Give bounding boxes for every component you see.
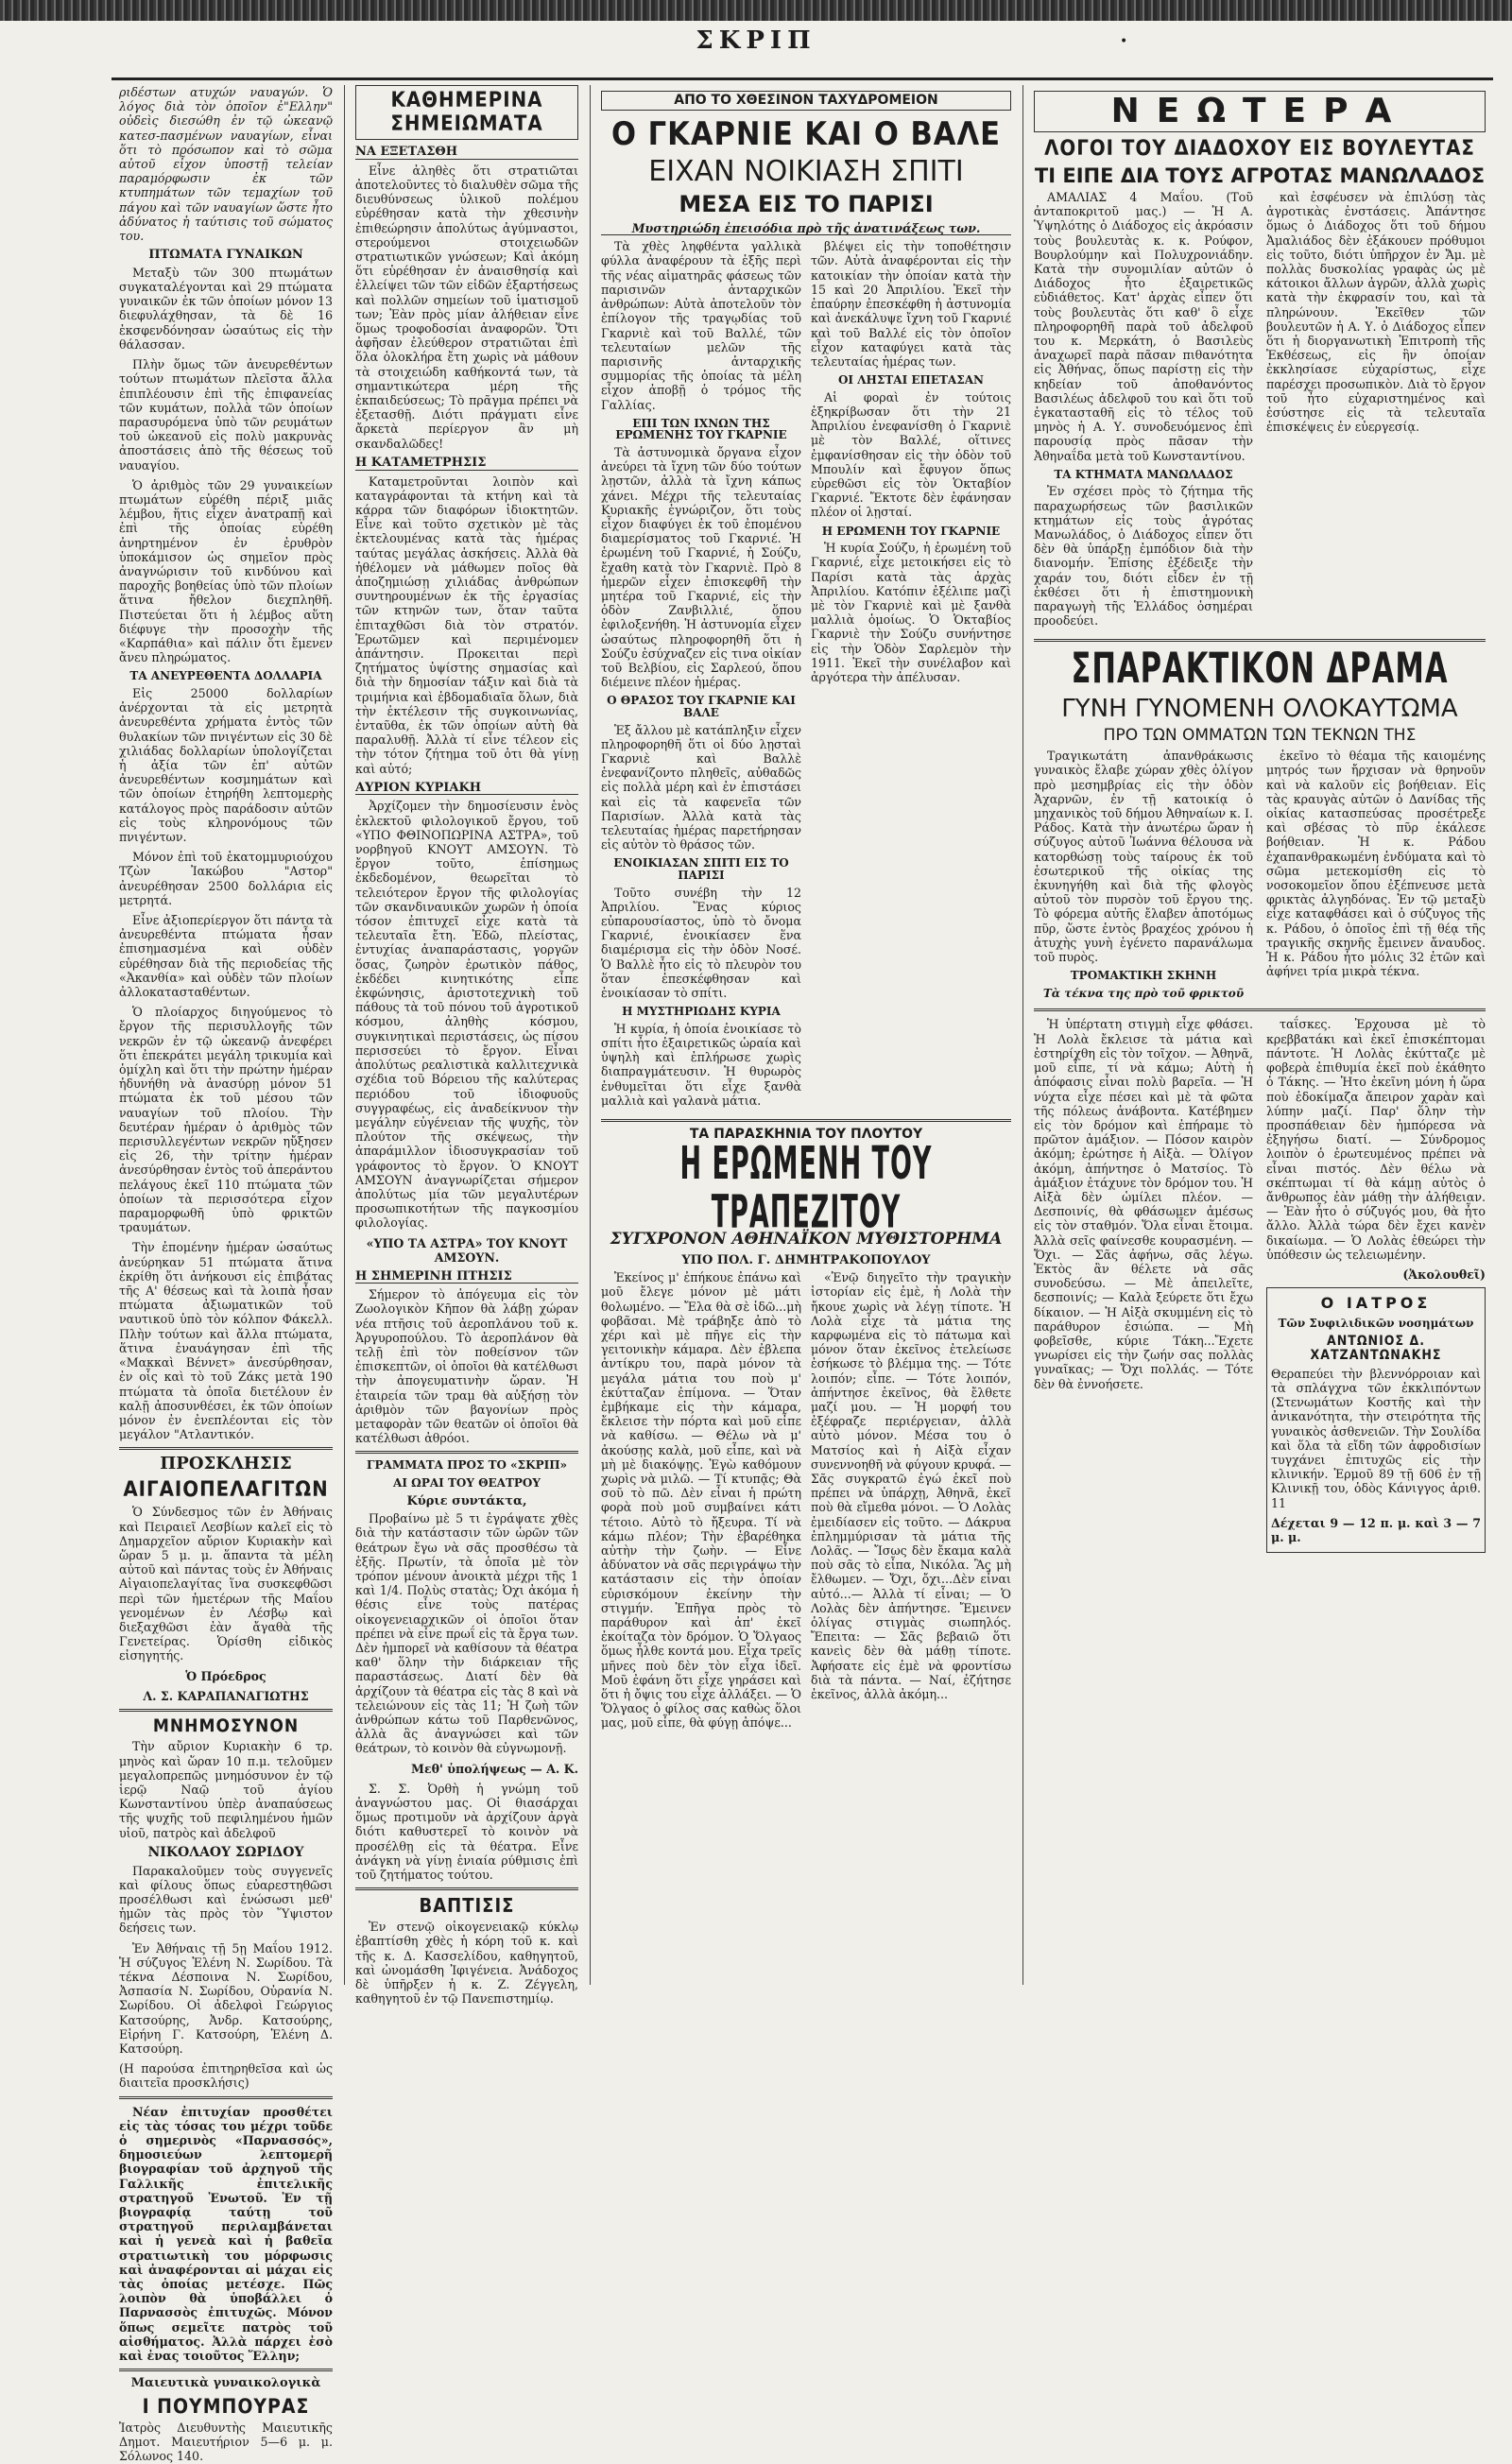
main-headline-2: ΕΙΧΑΝ ΝΟΙΚΙΑΣΗ ΣΠΙΤΙ	[648, 155, 964, 189]
headline: ΒΑΠΤΙΣΙΣ	[419, 1894, 515, 1918]
divider	[119, 1447, 333, 1450]
paragraph: Μεταξὺ τῶν 300 πτωμάτων συγκαταλέγονται καὶ 29 πτώματα γυναικῶν ἐκ τῶν ὁποίων μόνον 13 διεφυλάχθησαν, τὰ δὲ 16 ἐκσφενδόνησαν ὡσαύτως εἰς τὴν θάλασσαν.	[119, 265, 333, 352]
paragraph: Ἐν στενῷ οἰκογενειακῷ κύκλῳ ἐβαπτίσθη χθὲς ἡ κόρη τοῦ κ. καὶ τῆς κ. Δ. Κασσελίδου, καθηγητοῦ, καὶ ὠνομάσθη Ἰφιγένεια. Ἀνάδοχος δὲ ὑπῆρξεν ἡ κ. Ζ. Ζέγγελη, καθηγητοῦ ἐν τῷ Πανεπιστημίῳ.	[355, 1920, 578, 2007]
paragraph: ριδέστων ατυχών ναυαγών. Ὁ λόγος διὰ τὸν ὁποῖον ἐ"Ελλην" οὐδεὶς διεσώθη ἐν τῷ ὠκεανῷ κατεσ-πασμένων ναυαγίων, εἶναι ὅτι τὸ πρόσωπον καὶ τὸ σῶμα αὐτοῦ εἶχον ὑποστῇ τελείαν παραμόρφωσιν ἐκ τῶν κτυπημάτων τῶν τεμαχίων τοῦ πάγου καὶ τῶν ναυαγίων ὥστε ἦτο ἀδύνατος ἡ ταύτισις τοῦ σώματος του.	[119, 85, 333, 244]
paragraph: Μόνον ἐπὶ τοῦ ἑκατομμυριούχου Τζὼν Ἰακώβου "Αστορ" ἀνευρέθησαν 2500 δολλάρια εἰς μετρητά.	[119, 850, 333, 907]
subheading: ΑΥΡΙΟΝ ΚΥΡΙΑΚΗ	[355, 782, 578, 796]
signature: «ΥΠΟ ΤΑ ΑΣΤΡΑ» ΤΟΥ ΚΝΟΥΤ ΑΜΣΟΥΝ.	[366, 1235, 568, 1265]
paragraph: Τραγικωτάτη ἀπανθράκωσις γυναικὸς ἔλαβε χώραν χθὲς ὀλίγον πρὸ μεσημβρίας εἰς τὴν ὁδὸν Ἀχαρνῶν, ἐν τῇ κατοικίᾳ ὁ μηχανικὸς τοῦ δήμου Ἀθηναίων κ. Ι. Ράδος. Κατὰ τὴν ἀνωτέρω ὥραν ἡ σύζυγος αὐτοῦ Ἰωάννα θέλουσα νὰ κατορθώσῃ τοὺς ταίρους ἐκ τοῦ ἐσωτερικοῦ τῆς οἰκίας της ἐκυνηγήθη καὶ διὰ τῆς φλογὸς αὐτοῦ τὸν πυρσὸν τοῦ ἔργου της. Τὸ φόρεμα αὐτῆς ἔλαβεν ἀποτόμως πῦρ, ὥστε ἐντὸς βραχέος χρόνου ἡ ἀτυχὴς γυνὴ ἐγένετο παρανάλωμα τοῦ πυρὸς.	[1034, 749, 1253, 965]
subheading: ΓΡΑΜΜΑΤΑ ΠΡΟΣ ΤΟ «ΣΚΡΙΠ»	[366, 1458, 568, 1473]
divider	[601, 1119, 1011, 1122]
top-border-band	[0, 0, 1512, 21]
subheading: ΑΙ ΩΡΑΙ ΤΟΥ ΘΕΑΤΡΟΥ	[393, 1476, 541, 1490]
newspaper-masthead: ΣΚΡΙΠ	[696, 26, 816, 55]
paragraph: «Ἐνῷ διηγεῖτο τὴν τραγικὴν ἱστορίαν εἰς ἐμὲ, ἡ Λολὰ τὴν ἤκουε χωρὶς νὰ λέγῃ τίποτε. Ἡ Λολὰ εἶχε τὰ μάτια της καρφωμένα εἰς τὸ πάτωμα καὶ μόνον ὅταν ἐκεῖνος ἐτελείωσε ἐσήκωσε τὸ βλέμμα της. — Τότε λοιπόν; εἶπε. — Τότε λοιπόν, ἀπήντησε ἐκεῖνος, θὰ ἔλθετε μαζί μου. — Ἡ μορφή του ἐξέφραζε περιέργειαν, ἀλλὰ αὐτὸ μόνον. Μέσα του ὁ Ματσίος καὶ ἡ Αἰξὰ εἶχαν συνεννοηθῆ νὰ φύγουν κρυφά. — Σᾶς συγκρατῶ ἐγώ ἐκεῖ ποὺ πρέπει νὰ ὑπάρχῃ, Ἀθηνᾶ, ἐκεῖ ποὺ θὰ εἴμεθα μόνοι. — Ὁ Λολὰς ἐμειδίασεν εἰς τοῦτο. — Δάκρυα ἐπλημμύρισαν τὰ μάτια τῆς Λολᾶς. — Ἴσως δὲν ἔκαμα καλὰ ποὺ σᾶς τὸ εἶπα, Νικόλα. Ἂς μὴ ἔλθωμεν. — Ὄχι, ὄχι...Δὲν εἶναι αὐτό...— Ἀλλὰ τί εἶναι; — Ὁ Λολὰς δὲν ἀπήντησε. Ἔμεινεν ὀλίγας στιγμὰς σιωπηλός. Ἔπειτα: — Σᾶς βεβαιῶ ὅτι κανεὶς δὲν θὰ μάθῃ τίποτε. Ἀφήσατε εἰς ἐμὲ νὰ φροντίσω διὰ τὰ πάντα. — Ναί, ἐζήτησε ἐκεῖνος, ἀλλὰ ἀκόμη...	[811, 1270, 1011, 1702]
subheading: Η ΕΡΩΜΕΝΗ ΤΟΥ ΓΚΑΡΝΙΕ	[821, 524, 1001, 538]
ad-text: Θεραπεύει τὴν βλεννόρροιαν καὶ τὰ σπλάγχνα τῶν ἐκκλιπόντων (Στενωμάτων Κοστῆς καὶ τὴν ἀνικανότητα, τὴν στειρότητα τῆς γυναικὸς ἀσθενειῶν. Τὴν Σουλίδα καὶ ὅλα τὰ εἴδη τῶν ἀφροδισίων τυγχάνει ἐπιτυχῶς εἰς τὴν κλινικήν. Ἐρμοῦ 89 τῇ 606 ἐν τῇ Κλινικῇ του, ὁδὸς Κάνιγγος ἀριθ. 11	[1271, 1366, 1481, 1510]
article-columns	[1034, 749, 1486, 1003]
headline: ΜΝΗΜΟΣΥΝΟΝ	[152, 1714, 300, 1736]
column-2	[348, 85, 586, 2007]
paragraph: Ἐξ ἄλλου μὲ κατάπληξιν εἶχεν πληροφορηθῆ ὅτι οἱ δύο λῃσταὶ Γκαρνιὲ καὶ Βαλλὲ ἐνεφανίζοντο πληθεῖς, αὐθαδῶς εἰς πολλὰ μέρη καὶ ἐν ἐπιστάσει καὶ εἰς τὰ καφενεῖα τῶν Παρισίων. Ἀλλὰ κατὰ τὰς τελευταίας ἡμέρας παρετήρησαν εἰς αὐτὸν τὸ θράσος τῶν.	[601, 722, 801, 853]
paragraph: ΑΜΑΛΙΑΣ 4 Μαΐου. (Τοῦ ἀνταποκριτοῦ μας.) — Ἡ Α. Ὑψηλότης ὁ Διάδοχος εἰς ἀκρόασιν τοὺς βουλευτὰς κ. κ. Ρούφον, Βουρλούμην καὶ Πολυχρονιάδην. Κατὰ τὴν συνομιλίαν αὐτῶν ὁ Διάδοχος ἦτο ἐξαιρετικῶς εὐδιάθετος. Κατ' ἀρχὰς εἶπεν ὅτι τοὺς βουλευτὰς ὅτι καθ' ὃ εἶχε πληροφορηθῆ παρὰ τοῦ ἀδελφοῦ του κ. Μερκάτη, ὁ Βασιλεὺς ἀναχωρεῖ παρὰ πᾶσαν πιθανότητα εἰς Ἀθήνας, ὅπως παρίστῃ εἰς τὴν κηδείαν τοῦ ἀποθανόντος Βασιλέως ἀδελφοῦ του καὶ ὅτι τοῦ ἐγκατασταθῆ εἰς τὸ τέλος τοῦ μηνὸς ἡ Α. Υ. συνοδευόμενος ἐπὶ παρουσίᾳ πρὸς πᾶσαν τὴν Ἀθηναΐδα μετὰ τοῦ Κωνσταντίνου.	[1034, 189, 1253, 463]
ad-name: ΑΝΤΩΝΙΟΣ Δ. ΧΑΤΖΑΝΤΩΝΑΚΗΣ	[1310, 1334, 1442, 1364]
serial-subcolumn	[1034, 1017, 1253, 1553]
ad-heading: Μαιευτικὰ γυναικολογικὰ	[130, 2376, 321, 2391]
divider	[119, 2096, 333, 2099]
subheading: Η ΣΗΜΕΡΙΝΗ ΠΤΗΣΙΣ	[355, 1270, 578, 1284]
deceased-name: ΝΙΚΟΛΑΟΥ ΣΩΡΙΔΟΥ	[147, 1844, 304, 1860]
salutation: Κύριε συντάκτα,	[406, 1493, 527, 1508]
subheading: ΤΡΟΜΑΚΤΙΚΗ ΣΚΗΝΗ	[1070, 969, 1217, 983]
subheading: ΤΑ ΚΤΗΜΑΤΑ ΜΑΝΩΛΑΔΟΣ	[1054, 467, 1233, 481]
serial-subcolumn	[811, 1270, 1011, 1736]
column-divider	[1022, 85, 1023, 1985]
serial-subcolumn	[1266, 1017, 1486, 1553]
subheading: ΕΠΙ ΤΩΝ ΙΧΝΩΝ ΤΗΣ ΕΡΩΜΕΝΗΣ ΤΟΥ ΓΚΑΡΝΙΕ	[615, 416, 787, 442]
paragraph: Πλὴν ὅμως τῶν ἀνευρεθέντων τούτων πτωμάτων πλεῖστα ἄλλα ἐπιπλέουσιν ἐπὶ τῆς ἐπιφανείας τῶν κυμάτων, πολλὰ τῶν ὁποίων παρασυρόμενα ὑπὸ τῶν ρευμάτων τοῦ ὠκεανοῦ εἰς πολὺ μακρυνὰς ἀποστάσεις ἀπὸ τῆς θέσεως τοῦ ναυαγίου.	[119, 357, 333, 473]
subheading: Τὰ τέκνα της πρὸ τοῦ φρικτοῦ	[1042, 986, 1245, 1000]
ad-hours: Δέχεται 9 — 12 π. μ. καὶ 3 — 7 μ. μ.	[1271, 1515, 1481, 1544]
paragraph: Εἶνε ἀληθὲς ὅτι στρατιῶται ἀποτελοῦντες τὸ διαλυθὲν σῶμα τῆς διευθύνσεως ὑλικοῦ πολέμου εὑρέθησαν κατὰ τὴν χθεσινὴν ἐπιθεώρησιν ἀπολύτως ἀγύμναστοι, στερούμενοι στοιχειωδῶν στρατιωτικῶν γνώσεων; Καὶ ἀκόμη ὅτι εὑρέθησαν ἐν ἀναισθησίᾳ καὶ ἐλλείψει τῶν τῶν εἰδῶν ἐξαρτήσεως καὶ πολλῶν σημείων τοῦ ἱματισμοῦ των; Ἐὰν πρὸς μίαν ἀλήθειαν εἶνε ὅμως τροφοδοσίαι ἀναφορῶν. Ὅτι ἀφῆσαν ἐλεύθερον στρατιῶται ἐπὶ ὅλα ὁλοκλήρα ἔτη χωρὶς νὰ μάθουν τὰ στοιχειώδη καθήκοντά των, τὰ σημαντικώτερα μέρη τῆς ἐκπαιδεύσεως; Τὸ πρᾶγμα πρέπει νὰ ἐξετασθῇ. Διότι πράγματι εἶνε ἄρκετὰ περίεργον ἂν μὴ σκανδαλῶδες!	[355, 163, 578, 451]
paragraph: Καταμετροῦνται λοιπὸν καὶ καταγράφονται τὰ κτήνη καὶ τὰ κάρρα τῶν διαφόρων ἰδιοκτητῶν. Εἶνε καὶ τοῦτο σχετικὸν μὲ τὰς ἐκτελουμένας κατὰ τὰς ἡμέρας ταύτας μεγάλας ἀσκήσεις. Ἀλλὰ θὰ ἠθέλομεν νὰ μάθωμεν ποῖος θὰ ἀποζημιώσῃ χιλιάδας ἀνθρώπων συντηρουμένων ἐκ τῆς ἐργασίας τῶν κτηνῶν των, ὅταν ταῦτα ἐπιταχθῶσι διὰ τὸν στρατόν. Ἐρωτῶμεν καὶ περιμένομεν ἀπάντησιν. Προκειται περὶ ζητήματος ὑψίστης σημασίας καὶ διὰ τὴν δημοσίαν τάξιν καὶ διὰ τὰ τριμήνια καὶ ἐβδομαδιαῖα ὅλων, διὰ τὴν ἐκτέλεσιν τῆς συγκοινωνίας, ἐνταῦθα, ἐκ τῶν ὁποίων αὐτὴ θὰ παραλυθῇ. Ἀλλὰ τί εἶνε τέλεον εἰς τὴν τότον ζήτημα τοῦ ὁτι θὰ γίνῃ καὶ αὐτό;	[355, 474, 578, 776]
article-subcolumn	[1034, 749, 1253, 1003]
headline: ΑΙΓΑΙΟΠΕΛΑΓΙΤΩΝ	[123, 1478, 329, 1503]
main-headline: Ο ΓΚΑΡΝΙΕ ΚΑΙ Ο ΒΑΛΕ	[610, 114, 1002, 153]
divider	[119, 2369, 333, 2371]
subheading: Ο ΘΡΑΣΟΣ ΤΟΥ ΓΚΑΡΝΙΕ ΚΑΙ ΒΑΛΕ	[607, 694, 796, 719]
divider	[355, 1887, 578, 1890]
paragraph: Ὁ ἀριθμὸς τῶν 29 γυναικείων πτωμάτων εὑρέθη πέριξ μιᾶς λέμβου, ἥτις εἶχεν ἀνατραπῇ καὶ ἐπὶ τῆς ὁποίας εὑρέθη ἀνηρτημένον ἐν ἐρυθρὸν ὑποκάμισον ὡς σημεῖον πρὸς ἀναγνώρισιν τοῦ κινδύνου καὶ παροχῆς βοηθείας ὑπὸ τῶν πλοίων ἅτινα ἤθελον διεχπληθῆ. Πιστεύεται ὅτι ἡ λέμβος αὕτη διέφυγε τὴν προσοχὴν τῆς «Καρπάθια» καὶ πάλιν ὅτι ἔμενεν ἄνευ πληρώματος.	[119, 477, 333, 665]
continued-note: (Ἀκολουθεῖ)	[1402, 1266, 1486, 1282]
subheading: ΠΤΩΜΑΤΑ ΓΥΝΑΙΚΩΝ	[148, 248, 303, 263]
paragraph: Τὰ ἀστυνομικὰ ὄργανα εἶχον ἀνεύρει τὰ ἴχνη τῶν δύο τούτων λῃστῶν, ἀλλὰ τὰ ἴχνη κάπως χάνει. Μέχρι τῆς τελευταίας Κυριακῆς ἐγνώριζον, ὅτι τοὺς εἶχον διαφύγει ἐκ τοῦ ἐπομένου διαμερίσματος τοῦ Γκαρνιέ. Ἡ ἐρωμένη τοῦ Γκαρνιέ, ἡ Σούζυ, ἔχαθη κατὰ τὸν Γκαρνιὲ. Πρὸ 8 ἡμερῶν εἶχεν ἐπισκεφθῆ τὴν μητέρα τοῦ Γκαρνιέ, εἰς τὴν ὁδὸν Ζανβιλλιέ, ὅπου ἐφιλοξενήθη. Ἡ ἀστυνομία εἶχεν ὡσαύτως πληροφορηθῆ ὅτι ἡ Σούζυ ἐσύχναζεν εἰς τινα οἰκίαν τοῦ Βελβίου, εἰς Σαρλεού, ὅπου διέμεινε πλέον ἡμέρας.	[601, 444, 801, 690]
headline: ΛΟΓΟΙ ΤΟΥ ΔΙΑΔΟΧΟΥ ΕΙΣ ΒΟΥΛΕΥΤΑΣ	[1044, 136, 1475, 161]
divider	[119, 1709, 333, 1712]
serial-byline: ΥΠΟ ΠΟΛ. Γ. ΔΗΜΗΤΡΑΚΟΠΟΥΛΟΥ	[681, 1252, 931, 1267]
column-divider	[590, 85, 591, 1985]
paragraph: βλέψει εἰς τὴν τοποθέτησιν τῶν. Αὐτὰ ἀναφέρονται εἰς τὴν κατοικίαν τὴν ὁποίαν κατὰ τὴν 15 καὶ 20 Ἀπριλίου. Ἐκεῖ τὴν ἐπαύρην ἐπεσκέφθη ἡ ἀστυνομία καὶ ἀνεκάλυψε ἴχνη τοῦ Γκαρνιέ καὶ τοῦ Βαλλέ εἰς τὸν ὁποῖον εἶχον καταφύγει κατὰ τὰς τελευταίας ἡμέρας των.	[811, 239, 1011, 369]
article-columns	[1034, 190, 1486, 633]
column-3	[593, 85, 1019, 1985]
subheading: ΤΑ ΑΝΕΥΡΕΘΕΝΤΑ ΔΟΛΛΑΡΙΑ	[129, 669, 322, 683]
paragraph: Ὁ πλοίαρχος διηγούμενος τὸ ἔργον τῆς περισυλλογῆς τῶν νεκρῶν ἐν τῷ ὠκεανῷ ἀνεφέρει ὅτι ἐπεκράτει μεγάλη τρικυμία καὶ ὁμίχλη καὶ ὅτι τὴν πρώτην ἡμέραν ἠδυνήθη νὰ ἀνασύρῃ μόνον 51 πτώματα ἐκ τοῦ μέσου τῶν ναυαγίων τοῦ πλοίου. Τὴν δευτέραν ἡμέραν ὁ ἀριθμὸς τῶν περισυλλεγέντων νεκρῶν ηὔξησεν εἰς 26, τὴν τρίτην ἡμέραν ἀνεσύρθησαν ἐντὸς τοῦ ἀπεράντου πελάγους ἐκεῖ 110 πτώματα τῶν ὁποίων τὰ περισσότερα εἶχον παραμορφωθῆ ὑπὸ φρικτῶν τραυμάτων.	[119, 1005, 333, 1235]
serial-columns	[601, 1270, 1011, 1736]
paragraph: Ἐν Ἀθήναις τῇ 5ῃ Μαΐου 1912. Ἡ σύζυγος Ἑλένη Ν. Σωρίδου. Τὰ τέκνα Δέσποινα Ν. Σωρίδου, Ἀσπασία Ν. Σωρίδου, Οὐρανία Ν. Σωρίδου. Οἱ ἀδελφοὶ Γεώργιος Κατσούρης, Ἀνδρ. Κατσούρης, Εἰρήνη Γ. Κατσούρη, Ἑλένη Δ. Κατσούρη.	[119, 1940, 333, 2057]
subheading: ΕΝΟΙΚΙΑΣΑΝ ΣΠΙΤΙ ΕΙΣ ΤΟ ΠΑΡΙΣΙ	[613, 856, 789, 882]
section-title: ΚΑΘΗΜΕΡΙΝΑ	[390, 89, 543, 112]
section-title: ΣΗΜΕΙΩΜΑΤΑ	[390, 112, 543, 137]
paragraph: Ἐκείνος μ' ἐπήκουε ἐπάνω καὶ μοῦ ἔλεγε μόνον μὲ μάτι θολωμένο. — Ἔλα θὰ σὲ ἰδῶ...μὴ φοβᾶσαι. Μὲ τράβηξε ἀπὸ τὸ χέρι καὶ μὲ πῆγε εἰς τὴν γειτονικὴν κάμαρα. Δὲν ἐβλεπα ἀντίκρυ του, παρὰ μόνον τὰ μεγάλα μάτια του ποὺ μ' ἐκύτταζαν ἐπίμονα. — Ὅταν ἐμβήκαμε εἰς τὴν κάμαρα, ἔκλεισε τὴν πόρτα καὶ μοῦ εἶπε νὰ καθίσω. — Θέλω νὰ μ' ἀκούσῃς καλὰ, μοῦ εἶπε, καὶ νὰ μὴ μὲ διακόψῃς. Ἐγὼ καθόμουν χωρὶς νὰ μιλῶ. — Τί κτυπᾷς; Θὰ σοῦ τὸ πῶ. Δὲν εἶναι ἡ πρώτη φορὰ ποὺ μοῦ συμβαίνει κάτι τέτοιο. Αὐτὸ τὸ ἤξευρα. Τί νὰ κάμω πλέον; Τὴν ἐβαρέθηκα αὐτὴν τὴν ζωὴν. — Εἶνε ἀδύνατον νὰ σᾶς περιγράψω τὴν κατάστασιν εἰς τὴν ὁποίαν εὑρισκόμουν ἐκείνην τὴν στιγμήν. Ἐπῆγα πρὸς τὸ παράθυρον καὶ ἀπ' ἐκεῖ ἐκοίταζα τὸν δρόμον. Ὁ Ὅλγαος ὅμως ἦλθε κοντά μου. Εἶχα τρεῖς μῆνες ποὺ δὲν τὸν εἶχα ἰδεῖ. Μοῦ ἐφάνη ὅτι εἶχε γηράσει καὶ ὅτι ἡ ὄψις του εἶχε ἀλλάξει. — Ὁ Ὅλγαος ὁ φίλος σας καθὼς ὅλοι μας, μοῦ εἶπε, θὰ φύγῃ ἀπόψε...	[601, 1270, 801, 1731]
masthead-rule	[112, 78, 1493, 80]
divider	[1034, 639, 1486, 642]
paragraph: Ἡ κυρία, ἡ ὁποία ἐνοικίασε τὸ σπίτι ἦτο ἐξαιρετικῶς ὡραία καὶ ὑψηλὴ καὶ ἐπλήρωσε χωρὶς διαπραγμάτευσιν. Ἡ θυρωρὸς ἐνθυμεῖται ὅτι εἶχε ξανθὰ μαλλιὰ καὶ γαλανὰ μάτια.	[601, 1021, 801, 1108]
paragraph: Ἡ ὑπέρτατη στιγμὴ εἶχε φθάσει. Ἡ Λολὰ ἔκλεισε τὰ μάτια καὶ ἐστηρίχθη εἰς τὸν τοῖχον. — Ἀθηνᾶ, μοῦ εἶπε, τί νὰ κάμω; Αὐτὴ ἡ ἀπόφασις εἶναι πολὺ βαρεῖα. — Ἡ νύχτα εἶχε πέσει καὶ μὲ τὰ φῶτα τῆς πόλεως ἀνάβοντα. Κατέβημεν εἰς τὸν δρόμον καὶ ἐπήραμε τὸ πρῶτον ἁμάξιον. — Πόσον καιρὸν ἀκόμη; ἐρώτησε ἡ Αἰξὰ. — Ὀλίγον ἀκόμη, ἀπήντησε ὁ Ματσίος. Τὸ ἁμάξιον ἐτάχυνε τὸν δρόμον του. Ἡ Αἰξὰ δὲν ὡμίλει πλέον. — Δεσποινίς, θὰ φθάσωμεν ἀμέσως εἰς τὸν σταθμόν. Ὅλα εἶναι ἕτοιμα. Ἀλλὰ σεῖς φαίνεσθε κουρασμένη. — Ὄχι. — Σᾶς ἀφήνω, σᾶς λέγω. Ἐκτὸς ἂν θέλετε νὰ σᾶς συνοδεύσω. — Μὲ ἀπειλεῖτε, δεσποινίς; — Καλὰ ξεύρετε ὅτι ἔχω δίκαιον. — Ἡ Αἰξὰ σκυμμένη εἰς τὸ παράθυρον ἐσιώπα. — Μὴ φοβεῖσθε, κύριε Τάκη...Ἔχετε γνωρίσει εἰς τὴν ζωήν σας πολλὰς γυναῖκας; — Ὄχι πολλάς. — Τότε δὲν θὰ ἐννοήσετε.	[1034, 1017, 1253, 1391]
headline: ΤΙ ΕΙΠΕ ΔΙΑ ΤΟΥΣ ΑΓΡΟΤΑΣ ΜΑΝΩΛΑΔΟΣ	[1034, 164, 1486, 187]
signature: Μεθ' ὑπολήψεως — Α. Κ.	[411, 1761, 578, 1776]
signature-name: Λ. Σ. ΚΑΡΑΠΑΝΑΓΙΩΤΗΣ	[143, 1688, 309, 1703]
paragraph: Τὴν ἐπομένην ἡμέραν ὡσαύτως ἀνεύρηκαν 51 πτώματα ἅτινα ἐκρίθη ὅτι ἀνήκουσι εἰς ἐπιβάτας τῆς Α' θέσεως καὶ τὰ λοιπὰ ἦσαν πτώματα ἀξιωματικῶν τοῦ ναυτικοῦ ὑπὸ τὸν κόλπον Φάκελλ. Πλὴν τούτων καὶ ἄλλα πτώματα, ἅτινα ἐναυάγησαν ἐπὶ τῆς «Μακκαὶ Βέννετ» ἀνεσύρθησαν, ἐν οἷς καὶ τὸ τοῦ Ζάκς μετὰ 190 πτώματα τὰ ὁποῖα διετέλουν ἐν καλῇ ἀποσυνθέσει, ἐκ τῶν ὁποίων μόνον ἐν ἐνεπλέονται εἰς τὸν μεγάλον "Ατλαντικόν.	[119, 1240, 333, 1442]
article-subcolumn	[1266, 190, 1486, 633]
paragraph: ταΐσκες. Ἐρχουσα μὲ τὸ κρεββατάκι καὶ ἐκεῖ ἐπισκέπτομαι πάντοτε. Ἡ Λολὰς ἐκύτταζε μὲ φοβερὰ ἐπιθυμία ἐκεῖ ποὺ ἐκάθητο ὁ Τάκης. — Ἠτο ἐκεῖνη μόνη ἡ ὥρα ποὺ ἐδοκίμαζα ἄπειρον χαρὰν καὶ λύπην μαζί. Παρ' ὅλην τὴν προσπάθειαν δὲν ἠμπόρεσα νὰ ἐξηγήσω διατί. — Σύνδρομος λοιπὸν ὁ ἐρωτευμένος πρέπει νὰ εἶναι πιστός. Δὲν θέλω νὰ σκέπτωμαι τί θὰ κάμῃ αὐτὸς ὁ ἄνθρωπος ἐὰν μάθῃ τὴν ἀλήθειαν. — Ἐὰν ἦτο ὁ σύζυγός μου, θὰ ἦτο ἄλλο. Ἀλλὰ τώρα δὲν ἔχει κανὲν δικαίωμα. — Ὁ Λολὰς ἐθεώρει τὴν ὑπόθεσιν ὡς τελειωμένην.	[1266, 1017, 1486, 1262]
paragraph: ἐκεῖνο τὸ θέαμα τῆς καιομένης μητρός των ἤρχισαν νὰ θρηνοῦν καὶ νὰ καλοῦν εἰς βοήθειαν. Εἰς τὰς κραυγὰς αὐτῶν ὁ Δανίδας τῆς οἰκίας κατασπεύσας προσέτρεξε καὶ σβέσας τὸ πῦρ ἐκάλεσε βοήθειαν. Ἡ κ. Ράδου ἐχαπανθρακωμένη ἐνδύματα καὶ τὸ σῶμα μετεκομίσθη εἰς τὸ νοσοκομεῖον ὅπου ἐξέπνευσε μετὰ φρικτὰς ἀλγηδόνας. Ἐν τῷ μεταξὺ εἶχε καταφθάσει καὶ ὁ σύζυγος τῆς κ. Ράδου, ὁ ὁποῖος ἐπὶ τῇ θέᾳ τῆς τραγικῆς σκηνῆς ἔμεινεν ἄναυδος. Ἡ κ. Ράδου ἦτο μόλις 32 ἐτῶν καὶ ἀφήνει τρία μικρὰ τέκνα.	[1266, 749, 1486, 979]
paragraph: Τοῦτο συνέβη τὴν 12 Ἀπριλίου. Ἕνας κύριος εὐπαρουσίαστος, ὑπὸ τὸ ὄνομα Γκαρνιέ, ἐνοικίασεν ἕνα διαμέρισμα εἰς τὴν ὁδὸν Νοσέ. Ὁ Βαλλὲ ἦτο εἰς τὸ πλευρὸν του ὅταν ἐπεσκέφθησαν καὶ ἐνοικίασαν τὸ σπίτι.	[601, 885, 801, 1000]
headline: ΠΡΟ ΤΩΝ ΟΜΜΑΤΩΝ ΤΩΝ ΤΕΚΝΩΝ ΤΗΣ	[1103, 726, 1417, 746]
news-banner: ΝΕΩΤΕΡΑ	[1034, 91, 1486, 132]
ad-subheading: Τῶν Συφιλιδικῶν νοσημάτων	[1278, 1316, 1474, 1330]
paragraph: Ἐν σχέσει πρὸς τὸ ζήτημα τῆς παραχωρήσεως τῶν βασιλικῶν κτημάτων εἰς τοὺς ἀγρότας Μανωλάδος, ὁ Διάδοχος εἶπεν ὅτι δὲν θὰ ὑπάρξῃ ἐμπόδιον διὰ τὴν διανομήν. Ἐπίσης ἐξέδειξε τὴν χαράν του, διότι εἶδεν ἐν τῇ ἐκθέσει ὅτι ἡ ἐπιστημονικὴ παραγωγὴ τῆς Ἑλλάδος ὁσημέραι προοδεύει.	[1034, 484, 1253, 629]
deck: Μυστηριώδη ἐπεισόδια πρὸ τῆς ἀνατινάξεως των.	[601, 222, 1011, 235]
ad-text: Ἰατρὸς Διευθυντὴς Μαιευτικῆς Δημοτ. Μαιευτήριον 5—6 μ. μ. Σόλωνος 140.	[119, 2420, 333, 2464]
divider	[1034, 1008, 1486, 1011]
headline: ΠΡΟΣΚΛΗΣΙΣ	[160, 1454, 292, 1474]
paragraph: Ἡ κυρία Σούζυ, ἡ ἐρωμένη τοῦ Γκαρνιέ, εἶχε μετοικήσει εἰς τὸ Παρίσι κατὰ τὰς ἀρχὰς Ἀπριλίου. Κατόπιν ἐξέλιπε μαζὶ μὲ τὸν Γκαρνιὲ καὶ μὲ ξανθὰ μαλλιὰ ὁμοίως. Ὁ Ὁκταβίος Γκαρνιὲ τὴν Σούζυ συνήντησε εἰς τὴν Ὁδὸν Σαρλεμὸν τὴν 1911. Ἐκεῖ τὴν συνέλαβον καὶ ἀργότερα τὴν ἀπέλυσαν.	[811, 541, 1011, 684]
paragraph: Εἶνε ἀξιοπερίεργον ὅτι πάντα τὰ ἀνευρεθέντα πτώματα ἦσαν ἐπισημασμένα καὶ οὐδὲν εὑρέθησαν διὰ τῆς περιοδείας τῆς «Ἀκανθία» καὶ οὐδὲν τῶν πλοίων ἀλλοκατασταθέντων.	[119, 913, 333, 1000]
paragraph: Αἱ φοραὶ ἐν τούτοις ἐξηκρίβωσαν ὅτι τὴν 21 Ἀπριλίου ἐνεφανίσθη ὁ Γκαρνιὲ μὲ τὸν Βαλλέ, οἵτινες ἐμφανίσθησαν εἰς τὴν ὁδὸν τοῦ Μπουλίν καὶ ἔφυγον ὅπως εὑρεθῶσι εἰς τὸν Ὁκταβίον Γκαρνιέ. Ἔκτοτε δὲν ἐφάνησαν πλέον οἱ λῃσταί.	[811, 389, 1011, 520]
section-banner	[355, 85, 578, 140]
note: (Η παρούσα ἐπιτηρηθεῖσα καὶ ὡς διαιτεῖα προσκλήσις)	[119, 2061, 333, 2091]
article-subcolumn	[1266, 749, 1486, 1003]
paragraph: Σήμερον τὸ ἀπόγευμα εἰς τὸν Ζωολογικὸν Κῆπον θὰ λάβῃ χώραν νέα πτῆσις τοῦ ἀεροπλάνου τοῦ κ. Ἀργυροπούλου. Τὸ ἀεροπλάνον θὰ τελῇ ἐπὶ τὸν ποθείσνον τῶν ἐπισκεπτῶν, οἱ ὁποῖοι θὰ κατέλθωσι τὴν ἀπογευματινὴν ὥραν. Ἡ ἑταιρεία τῶν τραμ θὰ αὐξήσῃ τὸν ἀριθμὸν τῶν βαγονίων πρὸς μεταφορὰν τῶν θεατῶν οἱ ὁποῖοι θὰ κατέλθωσι ἀθρόοι.	[355, 1287, 578, 1446]
paragraph: Προβαίνω μὲ 5 τι ἐγράψατε χθὲς διὰ τὴν κατάστασιν τῶν ὡρῶν τῶν θεάτρων ἔγω νὰ σᾶς προσθέσω τὰ ἑξῆς. Πρωτίν, τὰ ὁποῖα μὲ τὸν τρόπον μένουν ἀνοικτὰ μέχρι τῆς 1 καὶ 1/4. Πολὺς στατὰς; Ὀχι ἀκόμα ἡ θέσις εἶνε τοὺς πατέρας οἰκογενειαρχικῶν οἱ ὁποῖοι ὅταν πρέπει νὰ εἶνε πρωΐ εἰς τὰ ἔργα των. Δὲν ἠμπορεῖ νὰ καθίσουν τὰ θέατρα καθ' ὅλην τὴν διάρκειαν τῆς παραστάσεως. Διατί δὲν θὰ ἀρχίζουν τὰ θέατρα εἰς τὰς 8 καὶ νὰ τελειώνουν εἰς τὰς 11; Ἡ ζωὴ τῶν ἀνθρώπων κάτω τοῦ Παρθενῶνος, ἀλλὰ ἂς ἀναγνώσει καὶ τῶν θεάτρων, τὸ κοινὸν θὰ εὐγνωμονῇ.	[355, 1511, 578, 1756]
subheading: ΟΙ ΛΗΣΤΑΙ ΕΠΕΤΑΣΑΝ	[837, 373, 985, 388]
serial-subcolumn	[601, 1270, 801, 1736]
article-subcolumn	[1034, 190, 1253, 633]
article-subcolumn	[601, 239, 801, 1113]
paragraph: Τὴν αὔριον Κυριακὴν 6 τρ. μηνὸς καὶ ὥραν 10 π.μ. τελοῦμεν μεγαλοπρεπῶς μνημόσυνον ἐν τῷ ἱερῷ Ναῷ τοῦ ἁγίου Κωνσταντίνου ὑπὲρ ἀναπαύσεως τῆς ψυχῆς τοῦ πεφιλημένου ἡμῶν υἱοῦ, πατρὸς καὶ ἀδελφοῦ	[119, 1739, 333, 1840]
doctor-ad	[1266, 1287, 1486, 1553]
column-4	[1026, 85, 1493, 1985]
headline: ΓΥΝΗ ΓΥΝΟΜΕΝΗ ΟΛΟΚΑΥΤΩΜΑ	[1061, 695, 1458, 724]
paragraph: καὶ ἐσφέυσεν νὰ ἐπιλύσῃ τὰς ἀγροτικὰς ἐνστάσεις. Ἀπάντησε ὅμως ὁ Διάδοχος ὅτι τοῦ δήμου Ἀμαλιάδος δὲν ἐξάκουεν πρόθυμοι εἰς τοῦτο, διότι ὑπῆρχον ἐν Ἄμ. μὲ πολλὰς δυσκολίας γραφὰς ὡς μὲ κάτοικοι ἄλλων ἀγρῶν, ἀλλὰ χωρὶς κατὰ τὴν ἐκφρασίν του, καὶ τὰ πληρώνουν. Ἐκεῖθεν τῶν βουλευτῶν ἡ Α. Υ. ὁ Διάδοχος εἶπεν ὅτι ἡ διοργανωτικὴ Ἐπιτροπὴ τῆς Ἐκθέσεως, εἰς ἣν ὁποίαν ἐκκλησίασε εὐχαρίστως, εἶχε παρέσχει προσωπικὸν. Διὰ τὸ ἔργον τοῦ ἦτο εὐχαριστημένος καὶ ἐσύστησε εἰς τὰ τελευταῖα ἐπισκέψεις ἐν εὐεργεσίᾳ.	[1266, 189, 1486, 435]
subheading: Η ΚΑΤΑΜΕΤΡΗΣΙΣ	[355, 457, 578, 471]
article-columns	[601, 239, 1011, 1113]
bullet-mark: •	[1120, 34, 1128, 49]
kicker: ΑΠΟ ΤΟ ΧΘΕΣΙΝΟΝ ΤΑΧΥΔΡΟΜΕΙΟΝ	[601, 91, 1011, 111]
ad-heading: Ο ΙΑΤΡΟΣ	[1320, 1293, 1432, 1312]
paragraph: Τὰ χθὲς ληφθέντα γαλλικὰ φύλλα ἀναφέρουν τὰ ἑξῆς περὶ τῆς νέας αἱματηρᾶς φάσεως τῶν παρισινῶν ἀνταρχικῶν ἀνθρώπων: Αὐτὰ ἀποτελοῦν τὸν ἐπίλογον τῆς τραγῳδίας τοῦ Γκαρνιὲ καὶ τοῦ Βαλλέ, τῶν τελευταίων μελῶν τῆς παρισινῆς ἀνταρχικῆς συμμορίας τῆς ὁποίας τὰ μέλη εἶχον ἀποβῇ ὁ τρόμος τῆς Γαλλίας.	[601, 239, 801, 412]
paragraph: Παρακαλοῦμεν τοὺς συγγενεῖς καὶ φίλους ὅπως εὐαρεστηθῶσι προσέλθωσι καὶ ἑνώσωσι μεθ' ἡμῶν τὰς πρὸς τὸν Ὕψιστον δεήσεις των.	[119, 1863, 333, 1936]
ad-name: Ι ΠΟΥΜΠΟΥΡΑΣ	[142, 2394, 310, 2418]
divider	[355, 1451, 578, 1454]
paragraph: Εἰς 25000 δολλαρίων ἀνέρχονται τὰ εἰς μετρητὰ ἀνευρεθέντα χρήματα ἐντὸς τῶν θυλακίων τῶν πνιγέντων εἰς 30 δὲ χιλιάδας δολλαρίων ὑπολογίζεται ἡ ἀξία τῶν ἐπ' αὐτῶν ἀνευρεθέντων κοσμημάτων καὶ τῶν ὁποίων ἐτηρήθη λεπτομερὴς κατάλογος πρὸς παράδοσιν αὐτῶν εἰς τοὺς κληρονόμους τῶν πνιγέντων.	[119, 685, 333, 844]
headline: ΣΠΑΡΑΚΤΙΚΟΝ ΔΡΑΜΑ	[1071, 645, 1449, 695]
subheading: ΝΑ ΕΞΕΤΑΣΘΗ	[355, 146, 578, 160]
column-1	[112, 85, 340, 2464]
serial-subtitle: ΣΥΓΧΡΟΝΟΝ ΑΘΗΝΑΪΚΟΝ ΜΥΘΙΣΤΟΡΗΜΑ	[610, 1229, 1003, 1249]
paragraph: Ὁ Σύνδεσμος τῶν ἐν Ἀθήναις καὶ Πειραιεῖ Λεσβίων καλεῖ εἰς τὸ Δημαρχεῖον αὔριον Κυριακὴν καὶ ὥραν 5 μ. μ. ἅπαντα τὰ μέλη αὐτοῦ καὶ πάντας τοὺς ἐν Ἀθήναις Αἰγαιοπελαγίτας ἵνα συσκεφθῶσι περὶ τῶν ἡμετέρων τῆς Μαΐου γενομένων ἐν Λέσβῳ καὶ διεξαχθῶσι ἐὰν ἄγαθὰ τῆς Γενετείρας. Ὁρίσθη εἰδικὸς εἰσηγητής.	[119, 1505, 333, 1663]
paragraph: Ἀρχίζομεν τὴν δημοσίευσιν ἑνὸς ἐκλεκτοῦ φιλολογικοῦ ἔργου, τοῦ «ΥΠΟ ΦΘΙΝΟΠΩΡΙΝΑ ΑΣΤΡΑ», τοῦ νορβηγοῦ ΚΝΟΥΤ ΑΜΣΟΥΝ. Τὸ ἔργον τοῦτο, ἐπίσημως ἐκδεδομένον, θεωρεῖται τὸ τελειότερον ἔργον τῆς φιλολογίας τῶν σκανδιναυικῶν χωρῶν ἡ ὁποία τόσον ἐπιτυχεῖ εἶχε κατὰ τὰ τελευταῖα ἔτη. Ἐδῶ, πλείστας, ἐντυχίας ἀναπαράστασις, γοργῶν ὅσας, ζωηρὸν ἐρωτικὸν πάθος, ἐκδέδει κινητικότης εἶπε ἐκφώνησις, ἀριστοτεχνικὴ τοῦ πάθους τὰ τοῦ πόνου τοῦ ἀγροτικοῦ κόσμου, ἀληθὴς κόσμου, συγκινητικαὶ περιστάσεις, ὡς πίσου περισσεύει τὸ ἔργον. Εἶναι ἀπολύτως ρεαλιστικὰ καλλιτεχνικὰ σχέδια τοῦ Βόρειου τῆς καλύτερας περιόδου τοῦ ἰδιοφυοῦς συγγραφέως, εἰς ἀναδείκνυον τὴν μεγάλην εὐγένειαν τῆς ψυχῆς, τὸν πλούτον τῆς σκέψεως, τὴν ἀπαράμιλλον ἰδιοσυγκρασίαν τοῦ γράφοντος τὸ ἔργον. Ὁ ΚΝΟΥΤ ΑΜΣΟΥΝ ἀναγνωρίζεται σήμερον ἀπολύτως μία τῶν μεγαλυτέρων προσωπικοτήτων τῆς παγκοσμίου φιλολογίας.	[355, 799, 578, 1231]
serial-headline: Η ΕΡΩΜΕΝΗ ΤΟΥ ΤΡΑΠΕΖΙΤΟΥ	[679, 1137, 933, 1238]
paragraph: Σ. Σ. Ὀρθὴ ἡ γνώμη τοῦ ἀναγνώστου μας. Οἱ θιασάρχαι ὅμως προτιμοῦν νὰ ἀρχίζουν ἀργὰ διότι καθυστερεῖ τὸ κοινὸν νὰ προσέλθῃ εἰς τὰ θέατρα. Εἶνε ἀνάγκη νὰ γίνῃ ἑνιαία ρύθμισις ἐπὶ τοῦ ζητήματος τούτου.	[355, 1781, 578, 1882]
serial-columns	[1034, 1017, 1486, 1553]
main-headline-3: ΜΕΣΑ ΕΙΣ ΤΟ ΠΑΡΙΣΙ	[679, 190, 934, 217]
subheading: Η ΜΥΣΤΗΡΙΩΔΗΣ ΚΥΡΙΑ	[622, 1005, 781, 1019]
kicker: ΤΑ ΠΑΡΑΣΚΗΝΙΑ ΤΟΥ ΠΛΟΥΤΟΥ	[689, 1127, 923, 1142]
article-subcolumn	[811, 239, 1011, 1113]
paragraph: Νέαν ἐπιτυχίαν προσθέτει εἰς τὰς τόσας του μέχρι τοῦδε ὁ σημερινὸς «Παρνασσός», δημοσιεύων λεπτομερῆ βιογραφίαν τοῦ ἀρχηγοῦ τῆς Γαλλικῆς ἐπιτελικῆς στρατηγοῦ Ἐνωτοῦ. Ἐν τῇ βιογραφίᾳ ταύτῃ τοῦ στρατηγοῦ περιλαμβάνεται καὶ ἡ γενεὰ καὶ ἡ βαθεῖα στρατιωτικὴ του μόρφωσις καὶ ἀναφέρονται αἱ μάχαι εἰς τὰς ὁποίας μετέσχε. Πῶς λοιπὸν θὰ ὑποβάλλει ὁ Παρνασσὸς ἐπιτυχῶς. Μόνον ὅπως σεμεῖτε πατρὸς τοῦ αἰσθήματος. Ἀλλὰ πάρχει ἐσὸ καὶ ἐνας τοιοῦτος Ἕλλην;	[119, 2104, 333, 2364]
column-divider	[344, 85, 345, 1985]
signature-title: Ὁ Πρόεδρος	[185, 1668, 266, 1683]
